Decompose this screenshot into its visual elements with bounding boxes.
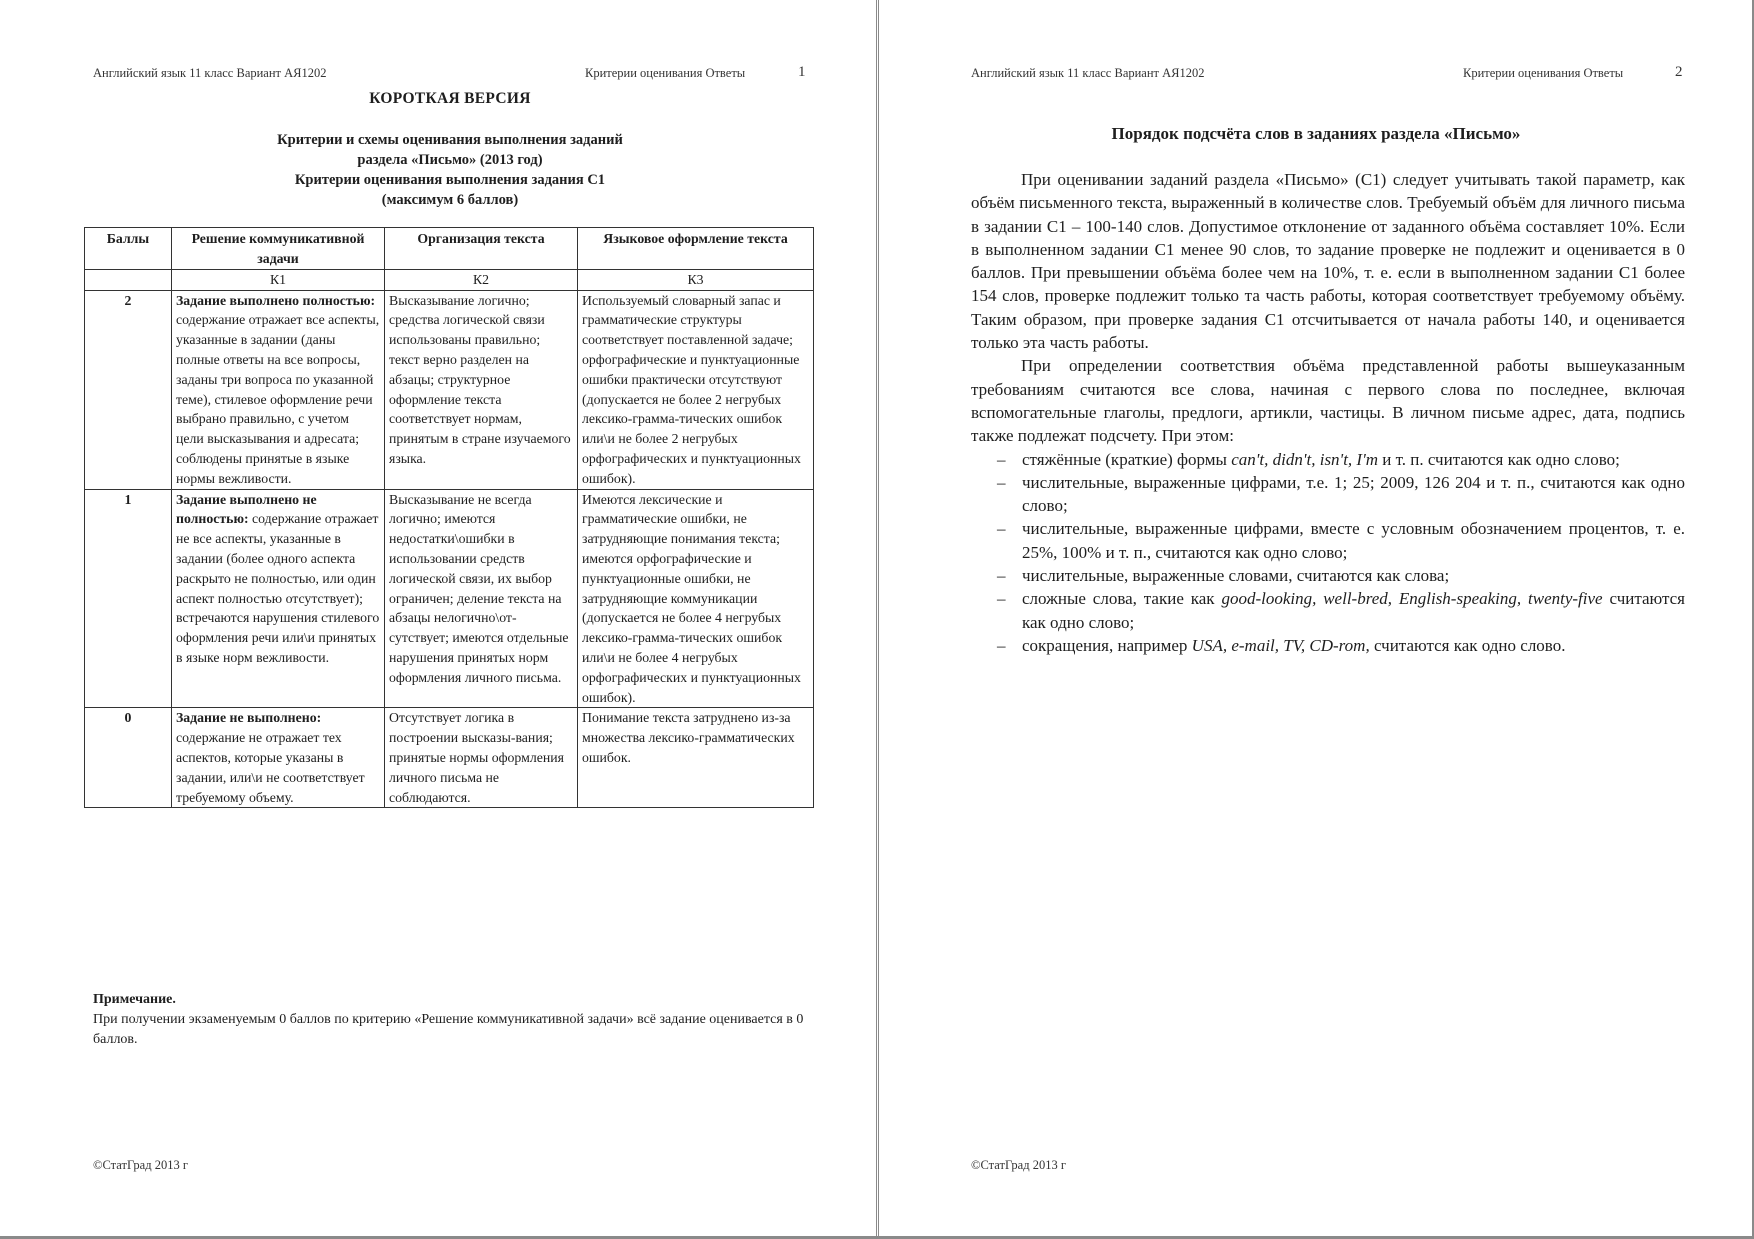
page-1 [0, 0, 877, 1237]
score-cell: 0 [85, 708, 172, 808]
note-title: Примечание. [93, 992, 176, 1007]
list-text: и т. п. считаются как одно слово; [1378, 449, 1620, 469]
dash-bullet: – [997, 449, 1006, 469]
table-header-row [85, 228, 814, 270]
k1-label: К1 [172, 269, 385, 290]
list-example: good-looking, well-bred, English-speaking, twenty-five [1221, 589, 1603, 609]
table-row [85, 290, 814, 489]
page-header-right: Критерии оценивания Ответы [1463, 66, 1624, 80]
score-cell: 1 [85, 489, 172, 708]
criteria-title-line: Критерии оценивания выполнения задания С1 [294, 172, 606, 188]
k3-cell: Используемый словарный запас и грамматические структуры соответствует поставленной задаче; орфографические и пунктуационные ошибки практически отсутствуют (допускается не более 2 негрубых лексико-граммa-тических ошибок или\и не более 2 негрубых орфографических и пунктуационных ошибок). [578, 290, 814, 489]
header-k2: Организация текста [385, 228, 578, 270]
list-text: числительные, выраженные словами, считаются как слова; [1022, 566, 1450, 586]
header-k1: Решение коммуникативной задачи [172, 228, 385, 270]
list-item [971, 517, 1685, 564]
rules-list [971, 448, 1685, 658]
list-text: сокращения, например [1022, 635, 1192, 655]
table-row [85, 489, 814, 708]
page-header-left: Английский язык 11 класс Вариант АЯ1202 [93, 66, 327, 80]
list-text: сложные слова, такие как [1022, 589, 1222, 609]
word-count-body [971, 168, 1685, 657]
word-count-title: Порядок подсчёта слов в заданиях раздела «Письмо» [1111, 124, 1521, 143]
k1-verdict: Задание не выполнено: [176, 710, 322, 726]
dash-bullet: – [997, 589, 1006, 609]
list-text: стяжённые (краткие) формы [1022, 449, 1232, 469]
page-2 [878, 0, 1754, 1237]
note [93, 990, 813, 1050]
short-version-heading: КОРОТКАЯ ВЕРСИЯ [369, 90, 531, 107]
dash-bullet: – [997, 472, 1006, 492]
list-item [971, 471, 1685, 518]
k2-cell: Высказывание логично; средства логической связи использованы правильно; текст верно разделен на абзацы; структурное оформление текста соответствует нормам, принятым в стране изучаемого языка. [385, 290, 578, 489]
list-item [971, 634, 1685, 657]
k1-verdict: Задание выполнено полностью: [176, 292, 376, 308]
paragraph: При оценивании заданий раздела «Письмо» (С1) следует учитывать такой параметр, как объём письменного текста, выраженный в количестве слов. Требуемый объём для личного письма в задании С1 – 100-140 слов. Допустимое отклонение от заданного объёма составляет 10%. Если в выполненном задании С1 менее 90 слов, то задание проверке не подлежит и оценивается в 0 баллов. При превышении объёма более чем на 10%, т. е. если в выполненном задании С1 более 154 слов, проверке подлежит только та часть работы, которая соответствует требуемому объёму. Таким образом, при проверке задания С1 отсчитывается от начала работы 140, и оценивается только эта часть работы. [971, 170, 1685, 353]
list-item [971, 564, 1685, 587]
k3-label: К3 [578, 269, 814, 290]
list-text: числительные, выраженные цифрами, вместе с условным обозначением процентов, т. е. 25%, 100% и т. п., считаются как одно слово; [1022, 519, 1685, 562]
criteria-title-line: Критерии и схемы оценивания выполнения заданий [277, 132, 623, 148]
list-text: считаются как одно слово. [1369, 635, 1566, 655]
score-cell: 2 [85, 290, 172, 489]
table-k-label-row [85, 269, 814, 290]
header-k3: Языковое оформление текста [578, 228, 814, 270]
paragraph: При определении соответствия объёма представленной работы вышеуказанным требованиям считаются все слова, начиная с первого слова по последнее, включая вспомогательные глаголы, предлоги, артикли, частицы. В личном письме адрес, дата, подпись также подлежат подсчету. При этом: [971, 356, 1685, 446]
k1-description: содержание отражает все аспекты, указанные в задании (даны полные ответы на все вопросы, заданы три вопроса по указанной теме), стилевое оформление речи выбрано правильно, с учетом цели высказывания и адресата; соблюдены принятые в языке нормы вежливости. [176, 312, 380, 486]
k1-cell [172, 708, 385, 808]
page-header-right: Критерии оценивания Ответы [585, 66, 746, 80]
page-number: 1 [798, 64, 806, 80]
k1-cell [172, 290, 385, 489]
k3-cell: Имеются лексические и грамматические ошибки, не затрудняющие понимания текста; имеются орфографические и пунктуационные ошибки, не затрудняющие коммуникации (допускается не более 4 негрубых лексико-грамма-тических ошибок или\и не более 4 негрубых орфографических и пунктуационных ошибок). [578, 489, 814, 708]
criteria-title [0, 130, 900, 210]
empty-cell [85, 269, 172, 290]
list-item [971, 587, 1685, 634]
k1-description: содержание отражает не все аспекты, указанные в задании (более одного аспекта раскрыто не полностью, или один аспект полностью отсутствует); встречаются нарушения стилевого оформления речи или\и принятых в языке норм вежливости. [176, 511, 380, 665]
list-item [971, 448, 1685, 471]
criteria-title-line: (максимум 6 баллов) [381, 192, 519, 208]
page-footer: ©СтатГрад 2013 г [971, 1158, 1066, 1172]
page-header-left: Английский язык 11 класс Вариант АЯ1202 [971, 66, 1205, 80]
dash-bullet: – [997, 519, 1006, 539]
dash-bullet: – [997, 635, 1006, 655]
header-score: Баллы [85, 228, 172, 270]
table-row [85, 708, 814, 808]
criteria-table [84, 227, 814, 808]
k3-cell: Понимание текста затруднено из-за множества лексико-грамматических ошибок. [578, 708, 814, 808]
note-text: При получении экзаменуемым 0 баллов по критерию «Решение коммуникативной задачи» всё задание оценивается в 0 баллов. [93, 1012, 804, 1047]
list-text: числительные, выраженные цифрами, т.е. 1; 25; 2009, 126 204 и т. п., считаются как одно слово; [1022, 472, 1685, 516]
k2-cell: Высказывание не всегда логично; имеются недостатки\ошибки в использовании средств логической связи, их выбор ограничен; деление текста на абзацы нелогично\от-сутствует; имеются отдельные нарушения принятых норм оформления личного письма. [385, 489, 578, 708]
list-text: считаются как одно слово; [1022, 589, 1685, 632]
k1-description: содержание не отражает тех аспектов, которые указаны в задании, или\и не соответствует требуемому объему. [176, 730, 365, 805]
k2-label: К2 [385, 269, 578, 290]
page-number: 2 [1675, 64, 1683, 80]
k1-cell [172, 489, 385, 708]
criteria-title-line: раздела «Письмо» (2013 год) [357, 152, 543, 168]
list-example: USA, e-mail, TV, CD-rom, [1191, 635, 1370, 655]
k2-cell: Отсутствует логика в построении высказы-вания; принятые нормы оформления личного письма не соблюдаются. [385, 708, 578, 808]
dash-bullet: – [997, 566, 1006, 586]
k1-verdict: Задание выполнено не полностью: [176, 491, 317, 527]
page-footer: ©СтатГрад 2013 г [93, 1158, 188, 1172]
list-example: can't, didn't, isn't, I'm [1231, 449, 1378, 469]
